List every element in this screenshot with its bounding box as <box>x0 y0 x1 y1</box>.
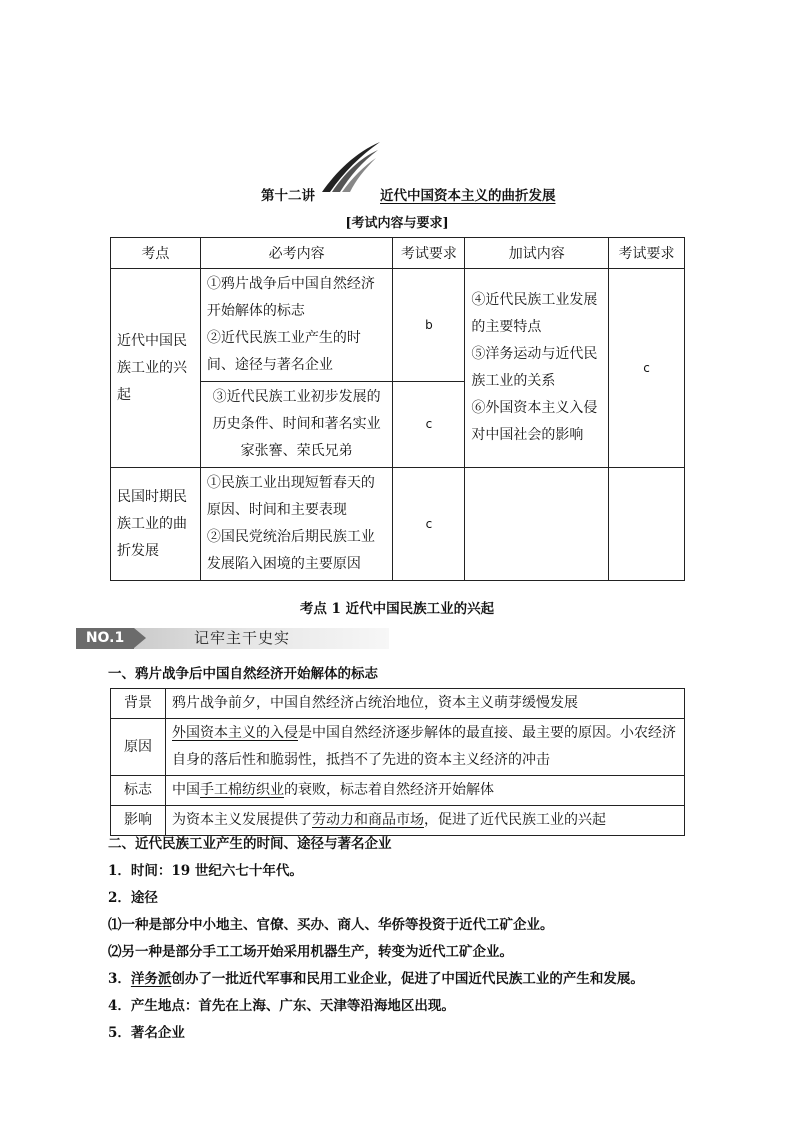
item-famous: 5．著名企业 <box>108 1025 185 1041</box>
table-header-row <box>111 238 685 269</box>
row-text-rest: 是中国自然经济逐步解体的最直接、最主要的原因。小农经济自身的落后性和脆弱性，抵挡不了先进的资本主义经济的冲击 <box>172 725 676 768</box>
requirements-table <box>110 237 685 581</box>
band-label: 记牢主干史实 <box>194 629 291 647</box>
row-text <box>166 776 685 806</box>
row-text <box>166 719 685 776</box>
row-text: 鸦片战争前夕，中国自然经济占统治地位，资本主义萌芽缓慢发展 <box>166 689 685 719</box>
column-header: 考试要求 <box>393 238 465 269</box>
row-text <box>166 806 685 836</box>
column-header: 考点 <box>111 238 201 269</box>
table-row <box>111 468 685 581</box>
chapter-title: 近代中国资本主义的曲折发展 <box>380 188 556 204</box>
band-arrow-icon <box>134 628 146 648</box>
requirements-subheading: [考试内容与要求] <box>345 216 449 231</box>
part1-heading: 一、鸦片战争后中国自然经济开始解体的标志 <box>108 666 378 682</box>
item-route-title: 2．途径 <box>108 890 158 906</box>
underlined-text: 劳动力和商品市场 <box>312 812 424 828</box>
item-place: 4．产生地点：首先在上海、广东、天津等沿海地区出现。 <box>108 998 455 1014</box>
table-row <box>111 719 685 776</box>
column-header: 考试要求 <box>609 238 685 269</box>
band-tag: NO.1 <box>76 628 134 649</box>
background-table <box>110 688 685 836</box>
table-row <box>111 689 685 719</box>
underlined-text: 洋务派 <box>130 971 172 987</box>
item-route-2: ⑵另一种是部分手工工场开始采用机器生产，转变为近代工矿企业。 <box>108 944 513 960</box>
chapter-number: 第十二讲 <box>261 188 315 204</box>
table-row <box>111 776 685 806</box>
row-label: 原因 <box>111 719 166 776</box>
chapter-logo <box>318 138 382 194</box>
row-text-prefix: 中国 <box>172 782 200 798</box>
table-row <box>111 806 685 836</box>
item-route-1: ⑴一种是部分中小地主、官僚、买办、商人、华侨等投资于近代工矿企业。 <box>108 917 554 933</box>
row-text-rest: 的衰败，标志着自然经济开始解体 <box>284 782 494 798</box>
item-3 <box>108 967 644 987</box>
item-time: 1．时间：19 世纪六七十年代。 <box>108 863 303 879</box>
row-text-prefix: 为资本主义发展提供了 <box>172 812 312 828</box>
underlined-text: 外国资本主义的入侵 <box>172 725 298 741</box>
extra-exam-level: c <box>609 269 685 468</box>
item-3-rest: 创办了一批近代军事和民用工业企业，促进了中国近代民族工业的产生和发展。 <box>171 971 644 987</box>
section-title: 考点 1 近代中国民族工业的兴起 <box>299 601 495 617</box>
underlined-text: 手工棉纺织业 <box>200 782 284 798</box>
part2-heading: 二、近代民族工业产生的时间、途径与著名企业 <box>108 836 392 852</box>
item-3-prefix: 3． <box>108 971 131 987</box>
extra-content: ④近代民族工业发展的主要特点 ⑤洋务运动与近代民族工业的关系 ⑥外国资本主义入侵对中国社会的影响 <box>465 269 609 468</box>
required-content: ①鸦片战争后中国自然经济开始解体的标志 ②近代民族工业产生的时间、途径与著名企业 <box>200 269 393 382</box>
topic-name: 民国时期民族工业的曲折发展 <box>111 468 201 581</box>
exam-level: c <box>393 382 465 468</box>
extra-exam-level <box>609 468 685 581</box>
row-label: 标志 <box>111 776 166 806</box>
section-band <box>76 628 389 649</box>
row-label: 背景 <box>111 689 166 719</box>
column-header: 加试内容 <box>465 238 609 269</box>
column-header: 必考内容 <box>200 238 393 269</box>
exam-level: c <box>393 468 465 581</box>
row-text-rest: ，促进了近代民族工业的兴起 <box>424 812 606 828</box>
required-content: ①民族工业出现短暂春天的原因、时间和主要表现 ②国民党统治后期民族工业发展陷入困境的主要原因 <box>200 468 393 581</box>
extra-content <box>465 468 609 581</box>
required-content: ③近代民族工业初步发展的历史条件、时间和著名实业家张謇、荣氏兄弟 <box>200 382 393 468</box>
topic-name: 近代中国民族工业的兴起 <box>111 269 201 468</box>
exam-level: b <box>393 269 465 382</box>
row-label: 影响 <box>111 806 166 836</box>
table-row <box>111 269 685 382</box>
